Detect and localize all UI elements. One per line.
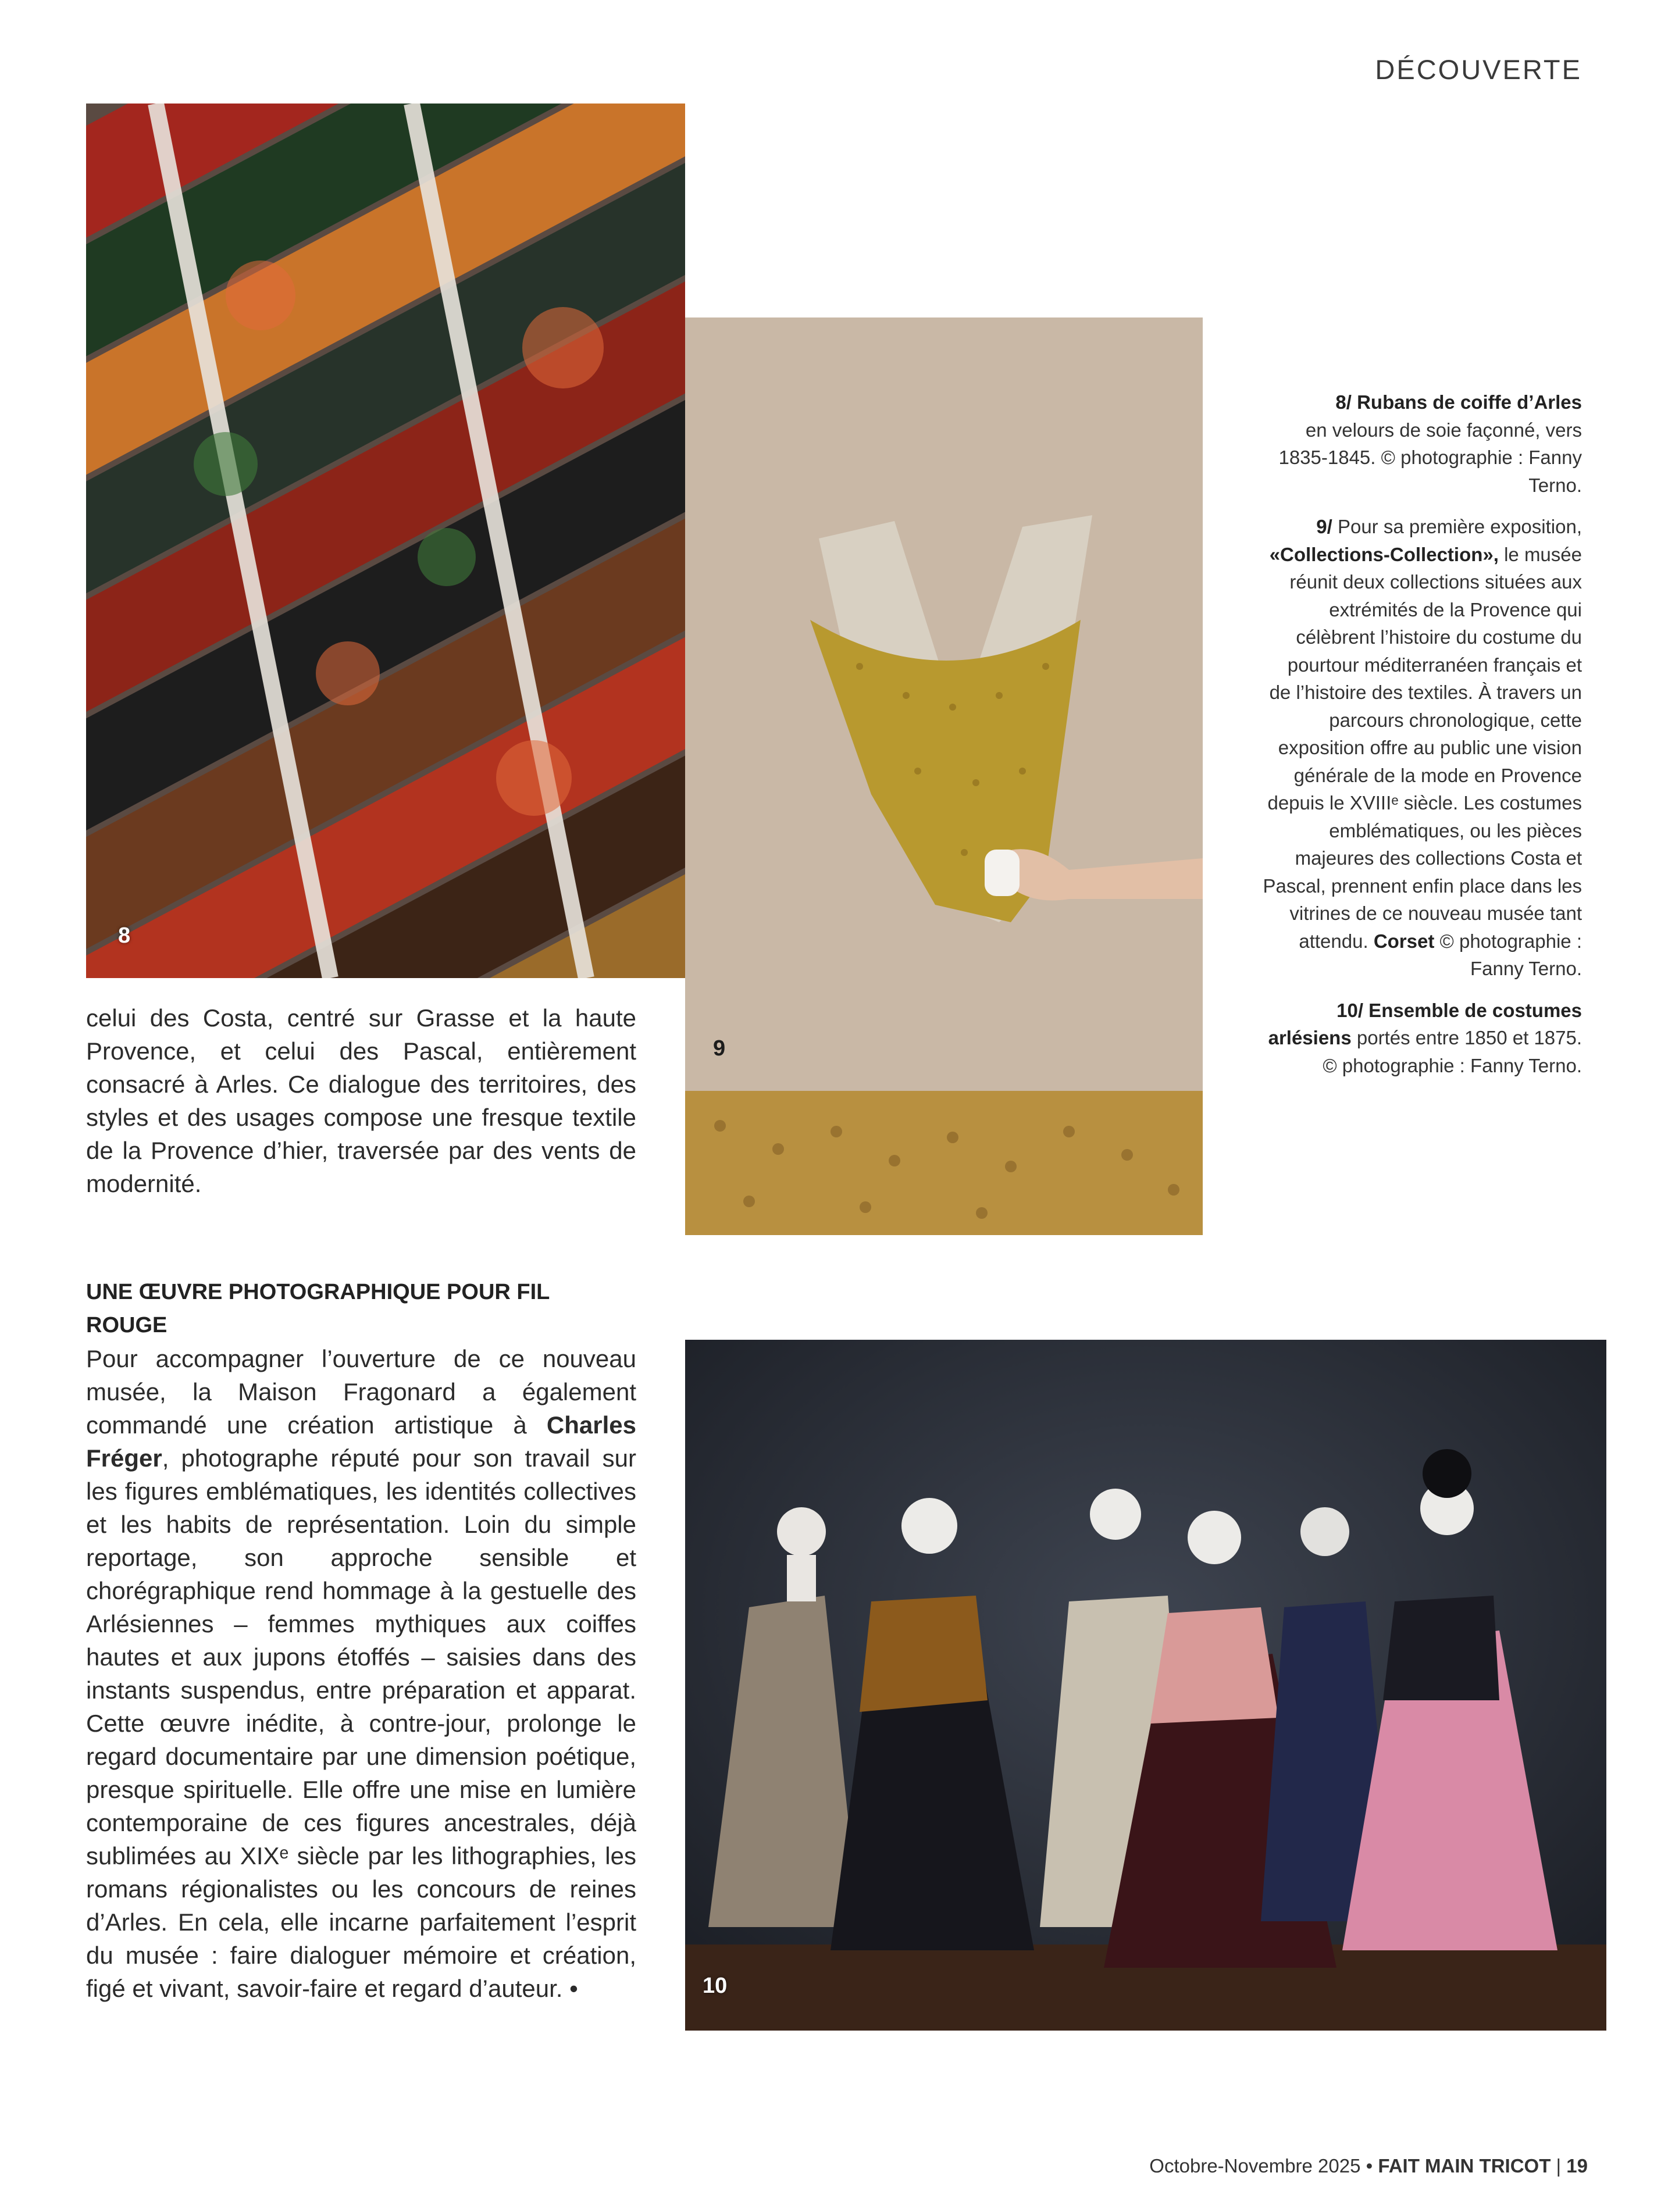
photo-ribbons	[86, 104, 685, 978]
footer-separator: |	[1556, 2155, 1562, 2177]
footer-magazine: FAIT MAIN TRICOT	[1378, 2155, 1551, 2177]
caption-9-credit: © photographie : Fanny Terno.	[1434, 930, 1582, 979]
photo-number-10: 10	[703, 1974, 728, 1998]
caption-9-prefix: 9/	[1316, 516, 1332, 537]
article-paragraph-a: Pour accompagner l’ouverture de ce nouveau musée, la Maison Fragonard a également commandé une création artistique à	[86, 1345, 636, 1439]
caption-8	[1262, 388, 1582, 499]
page-footer	[1149, 2155, 1588, 2177]
section-label: DÉCOUVERTE	[1375, 54, 1582, 85]
article-intro-paragraph: celui des Costa, centré sur Grasse et la haute Provence, et celui des Pascal, entièrement consacré à Arles. Ce dialogue des territoires, des styles et des usages compose une fresque textile de la Provence d’hier, traversée par des vents de modernité.	[86, 1004, 636, 1197]
caption-8-text: en velours de soie façonné, vers 1835-1845. © photographie : Fanny Terno.	[1278, 419, 1582, 496]
footer-issue: Octobre-Novembre 2025	[1149, 2155, 1361, 2177]
ribbons-illustration	[86, 104, 685, 978]
article-paragraph-b: , photographe réputé pour son travail sur les figures emblématiques, les identités collectives et les habits de représentation. Loin du simple reportage, son approche sensible et chorégraphique rend hommage à la gestuelle des Arlésiennes – femmes mythiques aux coiffes hautes et aux jupons étoffés – saisies dans des instants suspendus, entre préparation et apparat. Cette œuvre inédite, à contre-jour, prolonge le regard documentaire par une dimension poétique, presque spirituelle. Elle offre une mise en lumière contemporaine de ces figures ancestrales, déjà sublimées au XIXᵉ siècle par les lithographies, les romans régionalistes ou les concours de reines d’Arles. En cela, elle incarne parfaitement l’esprit du musée : faire dialoguer mémoire et création, figé et vivant, savoir-faire et regard d’auteur. •	[86, 1444, 636, 2002]
caption-9-text2: le musée réunit deux collections situées aux extrémités de la Provence qui célèbrent l’histoire du costume du pourtour méditerranéen français et de l’histoire des textiles. À travers un parcours chronologique, cette exposition offre au public une vision générale de la mode en Provence depuis le XVIIIᵉ siècle. Les costumes emblématiques, ou les pièces majeures des collections Costa et Pascal, prennent enfin place dans les vitrines de ce nouveau musée tant attendu.	[1263, 543, 1582, 952]
photo-costumes	[685, 1340, 1606, 2031]
page-number: 19	[1566, 2155, 1588, 2177]
footer-bullet: •	[1366, 2155, 1373, 2177]
photo-corset	[685, 317, 1203, 1235]
costumes-illustration	[685, 1340, 1606, 2031]
caption-10-text: portés entre 1850 et 1875. © photographie : Fanny Terno.	[1323, 1027, 1582, 1076]
article-intro	[86, 1001, 636, 1200]
caption-10-title: 10/ Ensemble de costumes arlésiens	[1268, 999, 1582, 1048]
caption-9-highlight: «Collections-Collection»,	[1269, 543, 1499, 565]
article-section	[86, 1276, 636, 2005]
captions-column	[1262, 388, 1582, 1093]
corset-illustration	[685, 317, 1203, 1235]
article-subhead: UNE ŒUVRE PHOTOGRAPHIQUE POUR FIL ROUGE	[86, 1280, 550, 1337]
caption-9-text1: Pour sa première exposition,	[1332, 516, 1582, 537]
photo-number-9: 9	[713, 1036, 726, 1061]
caption-9	[1262, 513, 1582, 983]
article-paragraph	[86, 1342, 636, 2005]
artist-name: Charles Fréger	[86, 1411, 636, 1472]
caption-10	[1262, 997, 1582, 1080]
caption-8-title: 8/ Rubans de coiffe d’Arles	[1335, 391, 1582, 413]
caption-9-bold-end: Corset	[1373, 930, 1435, 952]
photo-number-8: 8	[118, 923, 131, 948]
